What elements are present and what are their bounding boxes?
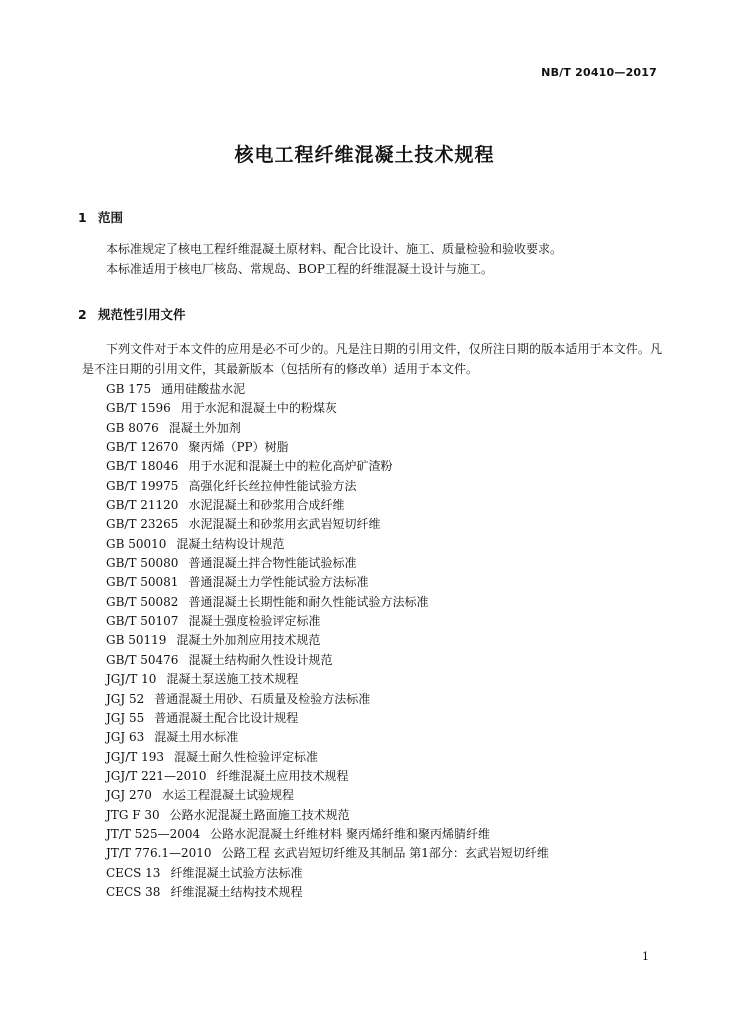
reference-code: GB/T 21120: [106, 498, 179, 513]
paragraph: 下列文件对于本文件的应用是必不可少的。凡是注日期的引用文件，仅所注日期的版本适用于本文件。凡是不注日期的引用文件，其最新版本（包括所有的修改单）适用于本文件。: [82, 342, 662, 376]
reference-item: [106, 631, 549, 650]
reference-name: 混凝土结构耐久性设计规范: [188, 652, 333, 667]
reference-code: GB/T 12670: [106, 440, 179, 455]
reference-item: [106, 709, 549, 728]
reference-code: GB/T 50082: [106, 594, 179, 609]
reference-name: 普通混凝土长期性能和耐久性能试验方法标准: [188, 594, 429, 609]
reference-code: GB/T 18046: [106, 459, 179, 474]
reference-code: JGJ 52: [106, 691, 145, 706]
reference-item: [106, 825, 549, 844]
reference-name: 混凝土外加剂: [168, 420, 241, 435]
section-number: 2: [78, 307, 87, 322]
section-number: 1: [78, 210, 87, 225]
reference-code: JT/T 776.1—2010: [106, 846, 212, 861]
reference-item: [106, 728, 549, 747]
reference-name: 混凝土泵送施工技术规程: [166, 672, 299, 687]
reference-item: [106, 457, 549, 476]
reference-code: CECS 38: [106, 884, 161, 899]
reference-item: [106, 399, 549, 418]
reference-item: [106, 438, 549, 457]
reference-item: [106, 883, 549, 902]
reference-item: [106, 670, 549, 689]
reference-item: [106, 554, 549, 573]
reference-code: GB 175: [106, 382, 152, 396]
reference-name: 混凝土耐久性检验评定标准: [173, 749, 318, 764]
reference-list: [106, 380, 549, 902]
reference-name: 混凝土结构设计规范: [176, 536, 285, 551]
reference-code: JGJ/T 193: [106, 749, 164, 764]
reference-name: 纤维混凝土试验方法标准: [170, 865, 303, 880]
reference-name: 用于水泥和混凝土中的粒化高炉矿渣粉: [188, 459, 393, 474]
reference-code: JT/T 525—2004: [106, 826, 201, 841]
reference-code: GB/T 50080: [106, 556, 179, 571]
reference-item: [106, 419, 549, 438]
reference-code: JGJ/T 221—2010: [106, 768, 207, 783]
reference-item: [106, 786, 549, 805]
reference-code: JGJ 55: [106, 710, 145, 725]
reference-name: 混凝土强度检验评定标准: [188, 614, 321, 629]
reference-item: [106, 844, 549, 863]
standard-code: NB/T 20410—2017: [541, 66, 657, 79]
reference-item: [106, 573, 549, 592]
reference-item: [106, 593, 549, 612]
reference-name: 用于水泥和混凝土中的粉煤灰: [180, 401, 337, 416]
reference-item: [106, 496, 549, 515]
paragraph: 本标准规定了核电工程纤维混凝土原材料、配合比设计、施工、质量检验和验收要求。: [106, 242, 563, 256]
reference-name: 混凝土外加剂应用技术规范: [176, 633, 321, 648]
reference-item: [106, 806, 549, 825]
reference-code: JGJ/T 10: [106, 672, 157, 687]
reference-code: JGJ 63: [106, 730, 145, 745]
reference-name: 公路水泥混凝土纤维材料 聚丙烯纤维和聚丙烯腈纤维: [210, 826, 490, 841]
reference-code: JGJ 270: [106, 788, 152, 803]
reference-item: [106, 612, 549, 631]
reference-name: 纤维混凝土应用技术规程: [216, 768, 349, 783]
reference-name: 普通混凝土拌合物性能试验标准: [188, 556, 357, 571]
reference-code: GB/T 23265: [106, 517, 179, 532]
section-body-scope: [82, 239, 662, 279]
reference-code: GB/T 50081: [106, 575, 179, 590]
reference-item: [106, 380, 549, 399]
page-number: 1: [642, 950, 649, 963]
section-body-normative-references: [82, 339, 662, 379]
section-heading-scope: [78, 208, 123, 226]
reference-item: [106, 864, 549, 883]
reference-item: [106, 767, 549, 786]
reference-item: [106, 748, 549, 767]
reference-code: GB/T 50476: [106, 652, 179, 667]
reference-name: 公路水泥混凝土路面施工技术规范: [169, 807, 350, 822]
reference-name: 普通混凝土用砂、石质量及检验方法标准: [154, 691, 371, 706]
reference-item: [106, 690, 549, 709]
reference-item: [106, 515, 549, 534]
reference-name: 聚丙烯（PP）树脂: [188, 440, 289, 455]
reference-code: GB/T 1596: [106, 401, 171, 416]
reference-code: GB/T 19975: [106, 478, 179, 493]
reference-name: 普通混凝土配合比设计规程: [154, 710, 299, 725]
reference-code: GB/T 50107: [106, 614, 179, 629]
reference-name: 公路工程 玄武岩短切纤维及其制品 第1部分：玄武岩短切纤维: [221, 846, 549, 861]
reference-name: 纤维混凝土结构技术规程: [170, 884, 303, 899]
reference-name: 通用硅酸盐水泥: [161, 382, 246, 396]
document-title: 核电工程纤维混凝土技术规程: [234, 144, 495, 166]
reference-code: CECS 13: [106, 865, 161, 880]
section-heading-normative-references: [78, 305, 186, 323]
reference-item: [106, 651, 549, 670]
reference-code: GB 50119: [106, 633, 167, 648]
reference-name: 水泥混凝土和砂浆用玄武岩短切纤维: [188, 517, 381, 532]
reference-code: JTG F 30: [106, 807, 160, 822]
reference-code: GB 8076: [106, 420, 159, 435]
reference-name: 水运工程混凝土试验规程: [161, 788, 294, 803]
reference-item: [106, 477, 549, 496]
reference-name: 水泥混凝土和砂浆用合成纤维: [188, 498, 345, 513]
paragraph: 本标准适用于核电厂核岛、常规岛、BOP工程的纤维混凝土设计与施工。: [106, 262, 493, 276]
reference-name: 普通混凝土力学性能试验方法标准: [188, 575, 369, 590]
reference-name: 高强化纤长丝拉伸性能试验方法: [188, 478, 357, 493]
reference-item: [106, 535, 549, 554]
reference-name: 混凝土用水标准: [154, 730, 239, 745]
section-title: 范围: [98, 210, 124, 225]
reference-code: GB 50010: [106, 536, 167, 551]
section-title: 规范性引用文件: [98, 307, 186, 322]
